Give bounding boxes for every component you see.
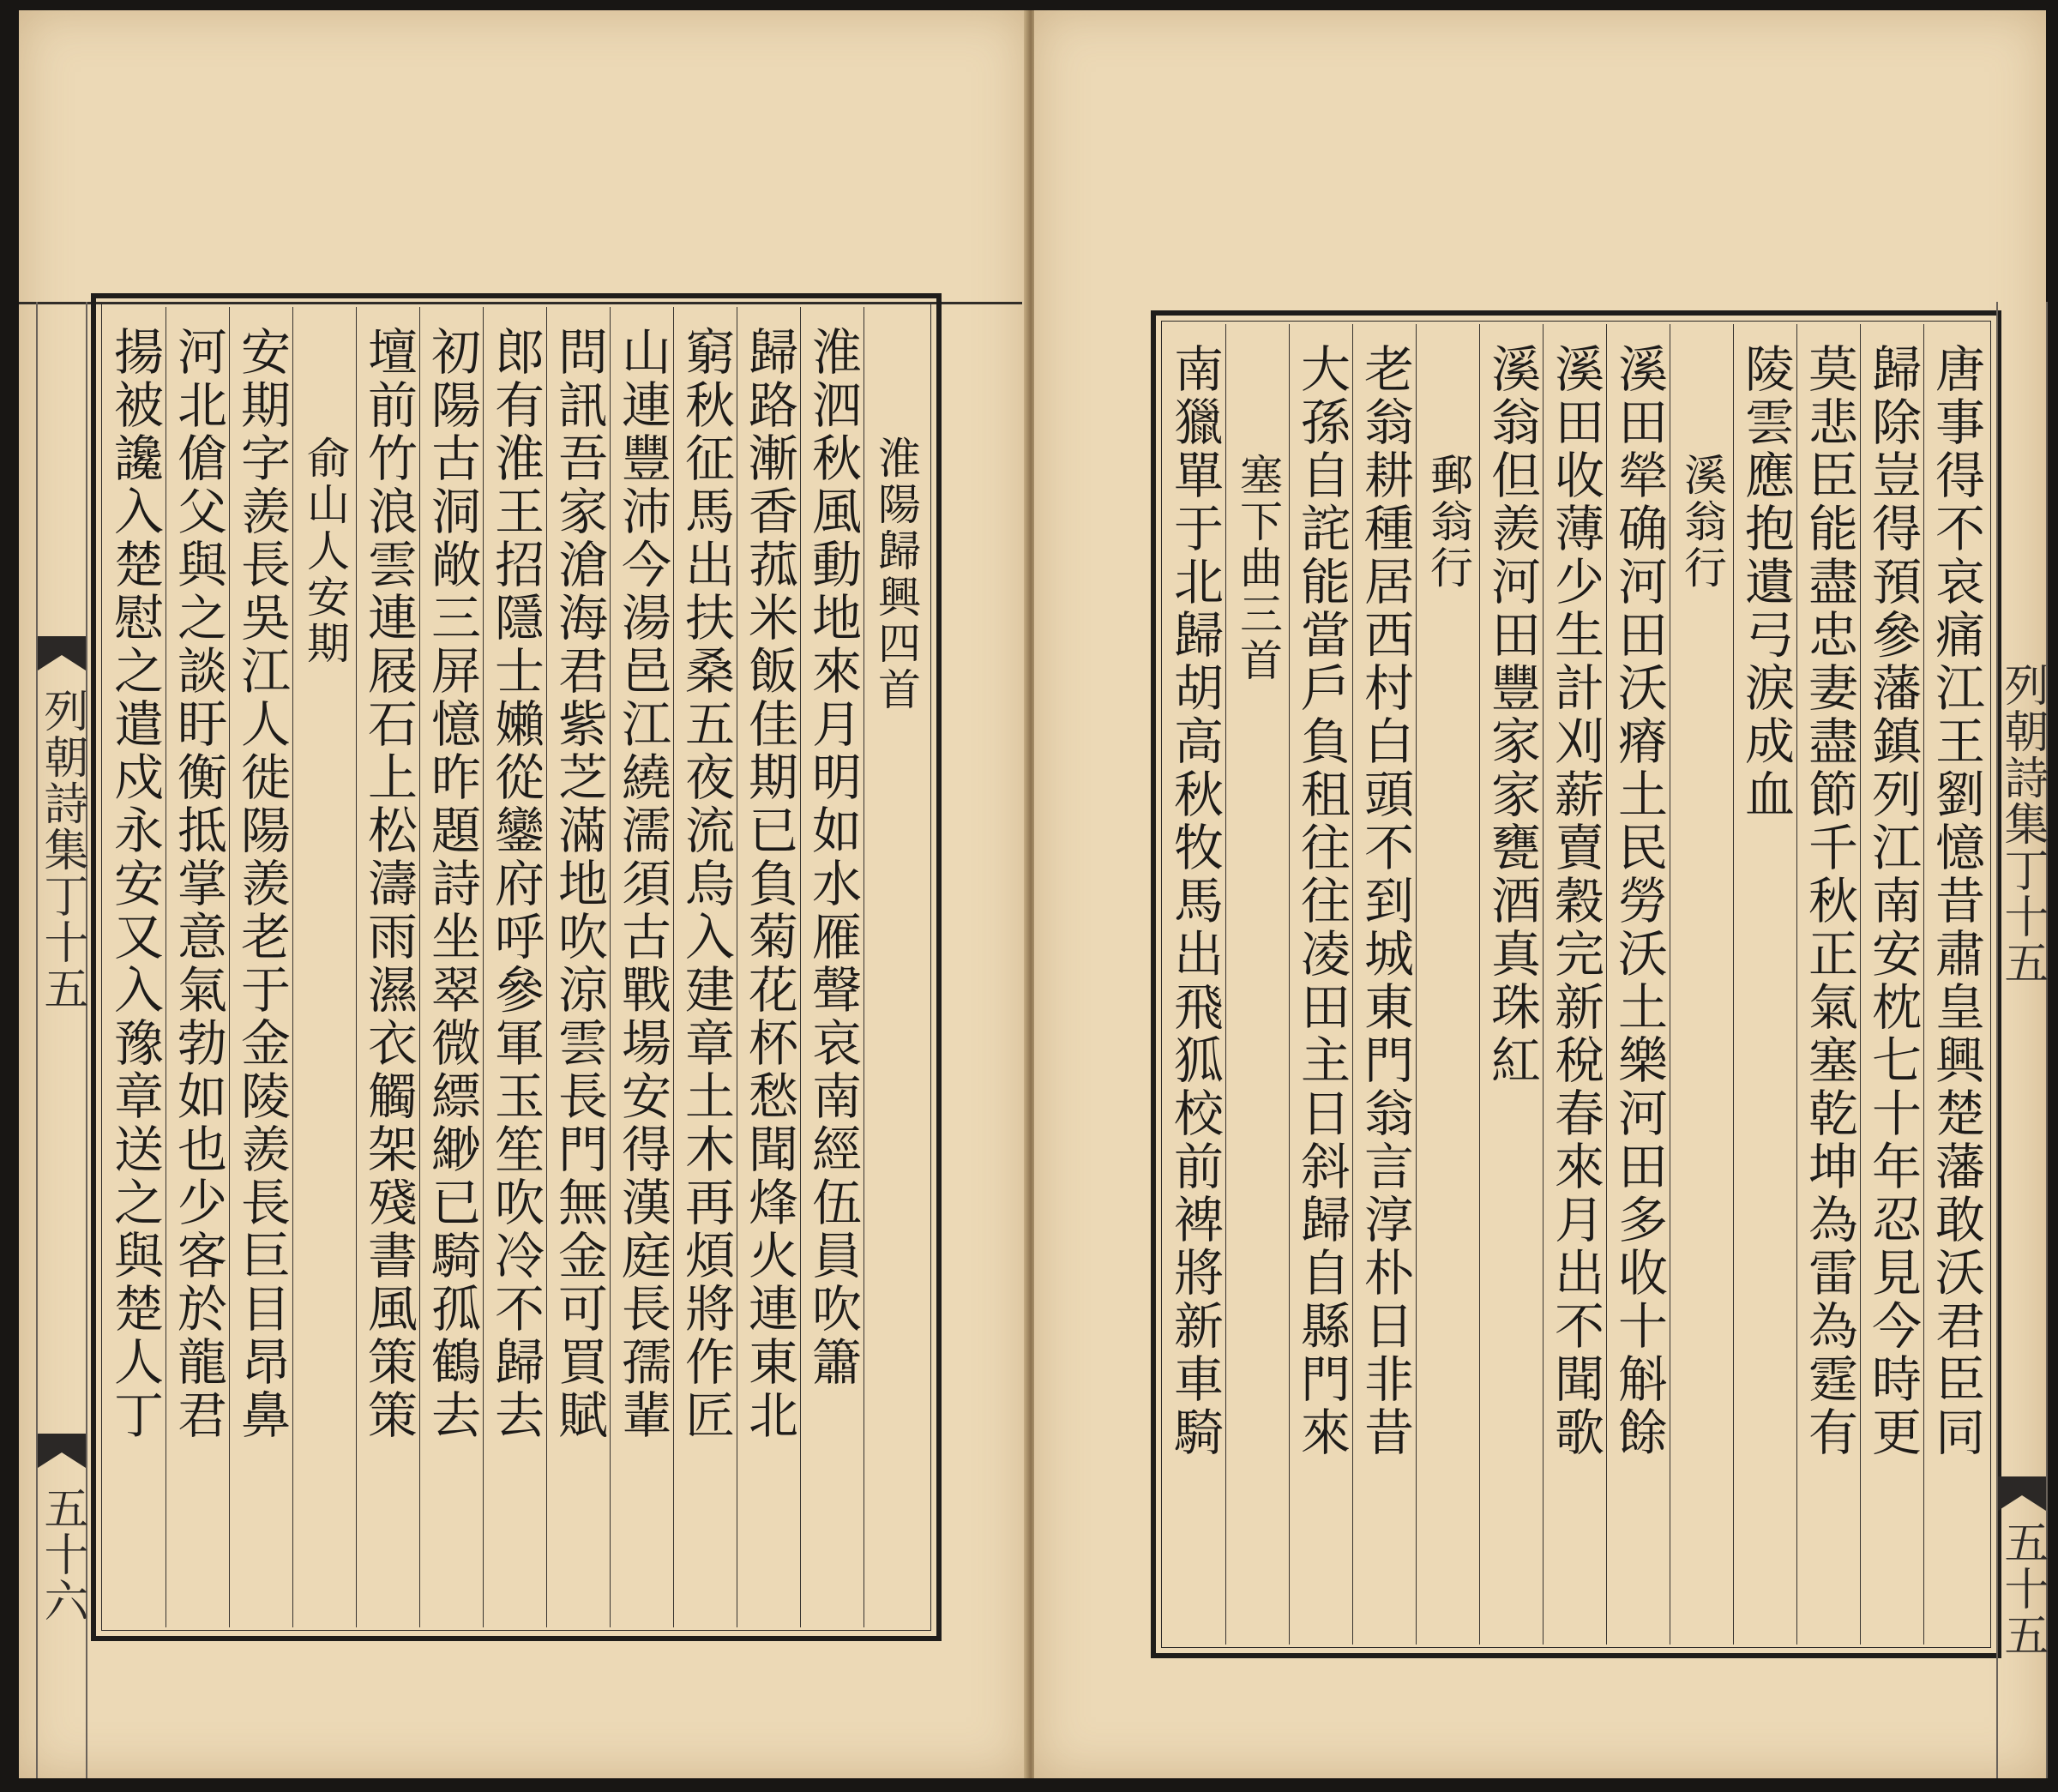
column-text: 初陽古洞敞三屏憶昨題詩坐翠微縹緲已騎孤鶴去 — [423, 326, 481, 1442]
column-text: 莫悲臣能盡忠妻盡節千秋正氣塞乾坤為雷為霆有 — [1800, 343, 1858, 1459]
poem-title-column — [1225, 324, 1290, 1645]
column-text: 南獵單于北歸胡高秋牧馬出飛狐校前裨將新車騎 — [1165, 343, 1224, 1459]
column-text: 河北傖父與之談盱衡抵掌意氣勃如也少客於龍君 — [169, 326, 227, 1442]
column-text: 郎有淮王招隱士嬾從鑾府呼參軍玉笙吹冷不歸去 — [486, 326, 545, 1442]
poem-title: 俞山人安期 — [300, 436, 350, 667]
column-text: 溪翁但羨河田豐家家甕酒真珠紅 — [1483, 343, 1541, 1087]
left-folio-strip — [36, 302, 87, 1778]
right-text-frame — [1151, 310, 2001, 1658]
text-column — [229, 307, 293, 1627]
fish-tail-mark-icon — [38, 1434, 86, 1468]
right-folio-book-title: 列朝詩集丁十五 — [1996, 662, 2048, 986]
text-columns — [105, 307, 928, 1627]
text-column — [419, 307, 484, 1627]
text-column — [105, 307, 166, 1627]
column-text: 窮秋征馬出扶桑五夜流烏入建章土木再煩將作匠 — [677, 326, 735, 1442]
text-column — [546, 307, 611, 1627]
column-text: 老翁耕種居西村白頭不到城東門翁言淳朴日非昔 — [1356, 343, 1414, 1459]
left-text-frame — [91, 293, 942, 1641]
left-folio-book-title: 列朝詩集丁十五 — [36, 688, 87, 1012]
column-text: 山連豐沛今湯邑江繞濡須古戰場安得漢庭長孺輩 — [613, 326, 671, 1442]
poem-title: 淮陽歸興四首 — [871, 436, 921, 713]
column-text: 揚被讒入楚慰之遣戍永安又入豫章送之與楚人丁 — [105, 326, 164, 1442]
text-column — [1289, 324, 1353, 1645]
left-page — [19, 10, 1027, 1778]
fish-tail-mark-icon — [1998, 1476, 2046, 1511]
poem-title-column — [1670, 324, 1734, 1645]
text-column — [1923, 324, 1988, 1645]
text-column — [1164, 324, 1226, 1645]
text-column — [673, 307, 737, 1627]
text-column — [1796, 324, 1861, 1645]
text-column — [1543, 324, 1607, 1645]
right-page — [1034, 10, 2046, 1778]
poem-title: 塞下曲三首 — [1233, 453, 1283, 684]
text-column — [1606, 324, 1670, 1645]
column-text: 溪田犖确河田沃瘠土民勞沃土樂河田多收十斛餘 — [1610, 343, 1668, 1459]
text-column — [356, 307, 420, 1627]
fish-tail-mark-icon — [38, 636, 86, 670]
poem-title: 溪翁行 — [1677, 453, 1727, 592]
poem-title-column — [292, 307, 357, 1627]
left-folio-leaf-number: 五十六 — [36, 1485, 87, 1624]
column-text: 問訊吾家滄海君紫芝滿地吹涼雲長門無金可買賦 — [550, 326, 608, 1442]
column-text: 歸除豈得預參藩鎮列江南安枕七十年忍見今時更 — [1863, 343, 1922, 1459]
column-text: 歸路漸香菰米飯佳期已負菊花杯愁聞烽火連東北 — [740, 326, 798, 1442]
column-text: 大孫自詫能當戶負租往往凌田主日斜歸自縣門來 — [1292, 343, 1351, 1459]
column-text: 壇前竹浪雲連屐石上松濤雨濕衣觸架殘書風策策 — [359, 326, 418, 1442]
column-text: 陵雲應抱遺弓淚成血 — [1736, 343, 1795, 821]
text-column — [1479, 324, 1544, 1645]
text-column — [1352, 324, 1417, 1645]
right-folio-strip — [1996, 302, 2048, 1778]
column-text: 安期字羨長吳江人徙陽羨老于金陵羨長巨目昂鼻 — [232, 326, 291, 1442]
poem-title-column — [1416, 324, 1480, 1645]
column-text: 唐事得不哀痛江王劉憶昔肅皇興楚藩敢沃君臣同 — [1927, 343, 1985, 1459]
column-text: 溪田收薄少生計刈薪賣穀完新稅春來月出不聞歌 — [1546, 343, 1604, 1459]
text-column — [483, 307, 547, 1627]
text-column — [737, 307, 801, 1627]
text-column — [1860, 324, 1924, 1645]
poem-title: 郵翁行 — [1423, 453, 1473, 592]
poem-title-column — [864, 307, 928, 1627]
text-column — [800, 307, 864, 1627]
right-folio-leaf-number: 五十五 — [1996, 1519, 2048, 1658]
text-columns — [1164, 324, 1988, 1645]
column-text: 淮泗秋風動地來月明如水雁聲哀南經伍員吹簫 — [803, 326, 862, 1389]
text-column — [1733, 324, 1797, 1645]
text-column — [165, 307, 230, 1627]
text-column — [610, 307, 674, 1627]
